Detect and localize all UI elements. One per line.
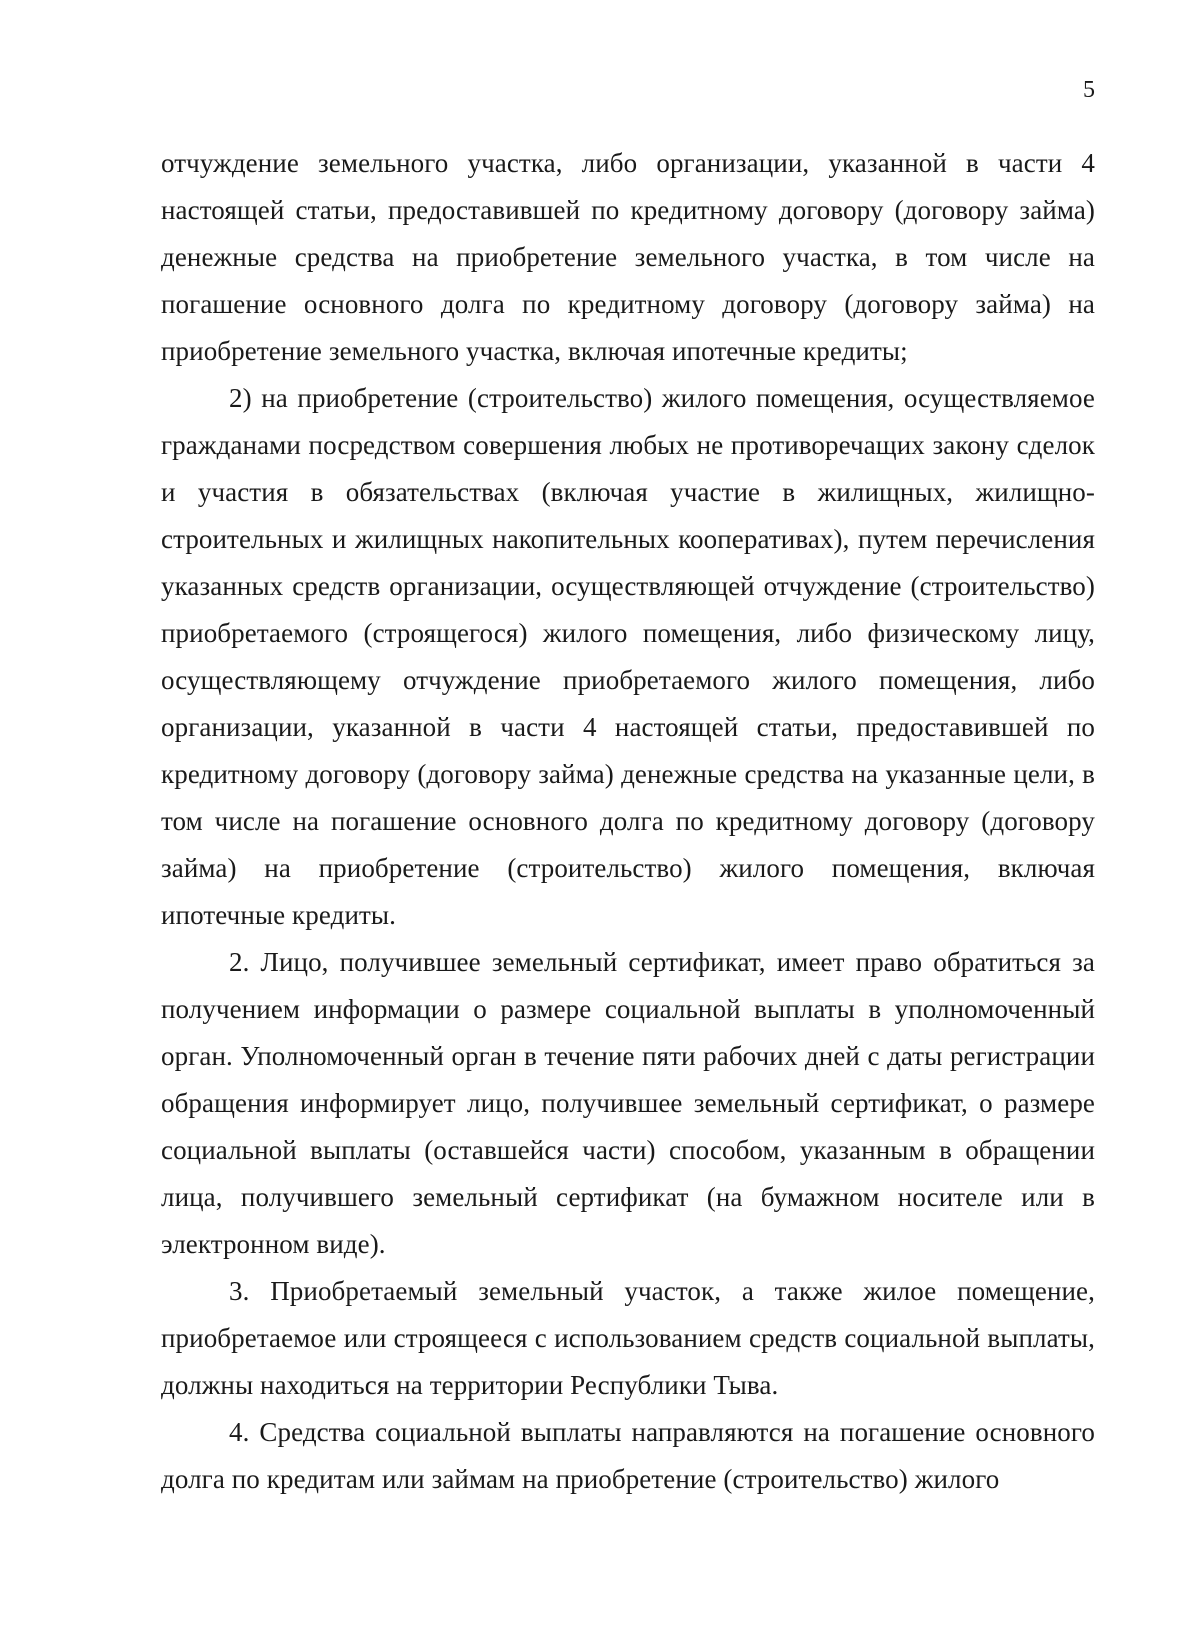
document-body [161,140,1095,1503]
paragraph-section-2: 2. Лицо, получившее земельный сертификат, имеет право обратиться за получением информации о размере социальной выплаты в уполномоченный орган. Уполномоченный орган в течение пяти рабочих дней с даты регистрации обращения информирует лицо, получившее земельный сертификат, о размере социальной выплаты (оставшейся части) способом, указанным в обращении лица, получившего земельный сертификат (на бумажном носителе или в электронном виде). [161,947,1095,1259]
paragraph-item-2: 2) на приобретение (строительство) жилого помещения, осуществляемое гражданами посредством совершения любых не противоречащих закону сделок и участия в обязательствах (включая участие в жилищных, жилищно-строительных и жилищных накопительных кооперативах), путем перечисления указанных средств организации, осуществляющей отчуждение (строительство) приобретаемого (строящегося) жилого помещения, либо физическому лицу, осуществляющему отчуждение приобретаемого жилого помещения, либо организации, указанной в части 4 настоящей статьи, предоставившей по кредитному договору (договору займа) денежные средства на указанные цели, в том числе на погашение основного долга по кредитному договору (договору займа) на приобретение (строительство) жилого помещения, включая ипотечные кредиты. [161,383,1095,930]
page-number: 5 [1083,77,1095,103]
paragraph-section-4: 4. Средства социальной выплаты направляются на погашение основного долга по кредитам или займам на приобретение (строительство) жилого [161,1417,1095,1494]
paragraph-section-3: 3. Приобретаемый земельный участок, а также жилое помещение, приобретаемое или строящееся с использованием средств социальной выплаты, должны находиться на территории Республики Тыва. [161,1276,1095,1400]
paragraph-continuation: отчуждение земельного участка, либо организации, указанной в части 4 настоящей статьи, предоставившей по кредитному договору (договору займа) денежные средства на приобретение земельного участка, в том числе на погашение основного долга по кредитному договору (договору займа) на приобретение земельного участка, включая ипотечные кредиты; [161,148,1095,366]
